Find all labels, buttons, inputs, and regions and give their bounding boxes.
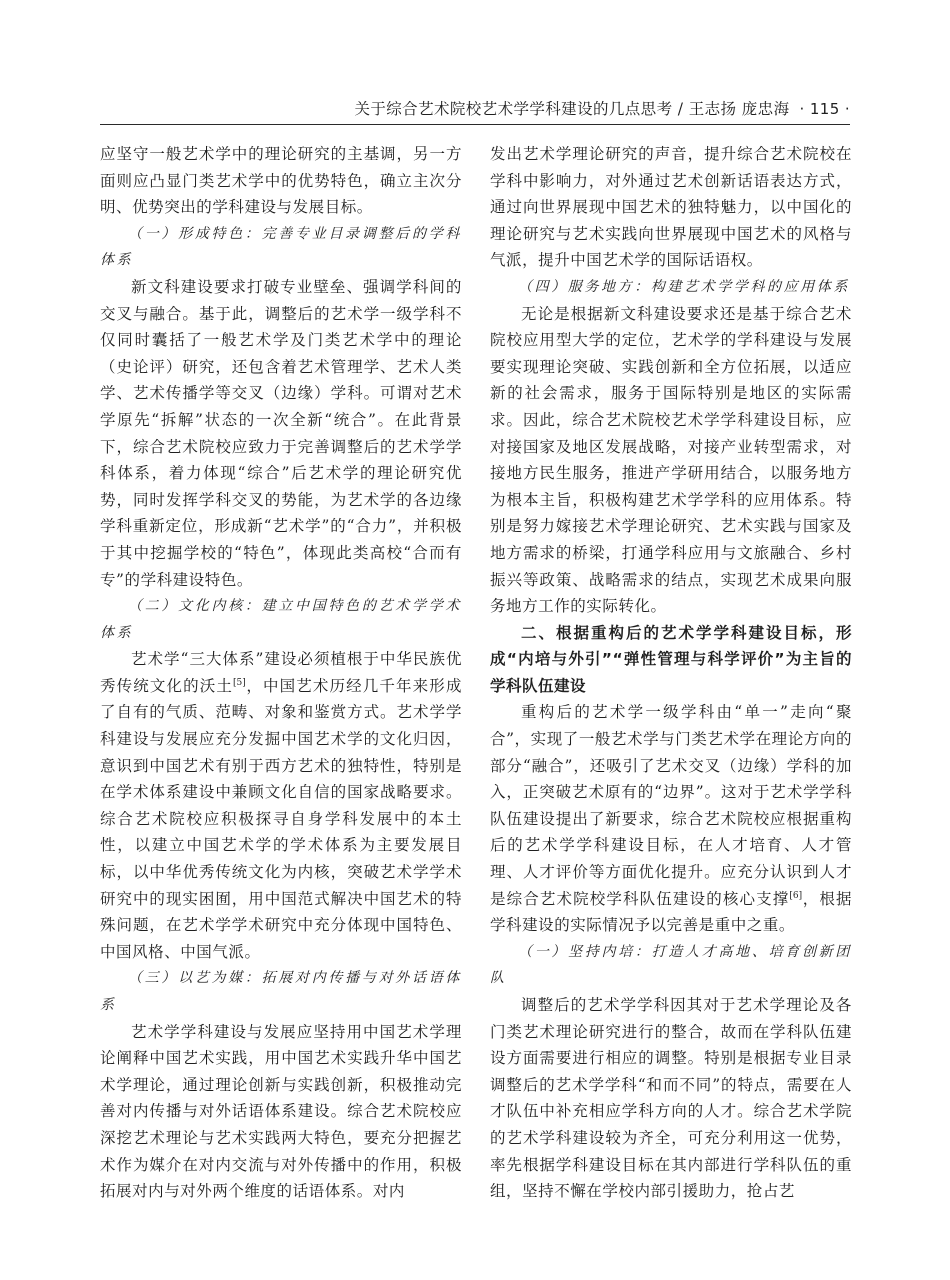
paragraph: 调整后的艺术学学科因其对于艺术学理论及各门类艺术理论研究进行的整合，故而在学科队伍建设方面需要进行相应的调整。特别是根据专业目录调整后的艺术学学科“和而不同”的特点，需要在人才队伍中补充相应学科方向的人才。综合艺术学院的艺术学科建设较为齐全，可充分利用这一优势，率先根据学科建设目标在其内部进行学科队伍的重组，坚持不懈在学校内部引援助力，抢占艺 (490, 996, 852, 1201)
subsection-heading: （二）文化内核：建立中国特色的艺术学学术体系 (100, 598, 462, 641)
paragraph: 新文科建设要求打破专业壁垒、强调学科间的交叉与融合。基于此，调整后的艺术学一级学科不仅同时囊括了一般艺术学及门类艺术学中的理论（史论评）研究，还包含着艺术管理学、艺术人类学、艺术传播学等交叉（边缘）学科。可谓对艺术学原先“拆解”状态的一次全新“统合”。在此背景下，综合艺术院校应致力于完善调整后的艺术学学科体系，着力体现“综合”后艺术学的理论研究优势，同时发挥学科交叉的势能，为艺术学的各边缘学科重新定位，形成新“艺术学”的“合力”，并积极于其中挖掘学校的“特色”，体现此类高校“合而有专”的学科建设特色。 (100, 277, 462, 589)
subsection-heading: （一）形成特色：完善专业目录调整后的学科体系 (100, 225, 462, 269)
citation-ref: [6] (789, 890, 803, 901)
running-title: 关于综合艺术院校艺术学学科建设的几点思考 / 王志扬 庞忠海 (354, 100, 790, 118)
subsection-heading: （一）坚持内培：打造人才高地、培育创新团队 (490, 943, 852, 987)
paragraph: 发出艺术学理论研究的声音，提升综合艺术院校在学科中影响力，对外通过艺术创新话语表达方式，通过向世界展现中国艺术的独特魅力，以中国化的理论研究与艺术实践向世界展现中国艺术的风格与气派，提升中国艺术学的国际话语权。 (490, 145, 852, 270)
page-number: · 115 · (799, 100, 850, 118)
paragraph-text: 艺术学“三大体系”建设必须植根于中华民族优秀传统文化的沃土 (100, 650, 462, 695)
subsection-heading: （四）服务地方：构建艺术学学科的应用体系 (518, 278, 850, 295)
paragraph-text: 重构后的艺术学一级学科由“单一”走向“聚合”，实现了一般艺术学与门类艺术学在理论方向的部分“融合”，还吸引了艺术交叉（边缘）学科的加入，正突破艺术原有的“边界”。这对于艺术学学科队伍建设提出了新要求，综合艺术院校应根据重构后的艺术学学科建设目标，在人才培育、人才管理、人才评价等方面优化提升。应充分认识到人才是综合艺术院校学科队伍建设的核心支撑 (490, 703, 852, 908)
paragraph (100, 646, 462, 965)
subsection-heading: （三）以艺为媒：拓展对内传播与对外话语体系 (100, 970, 462, 1013)
paragraph: 艺术学学科建设与发展应坚持用中国艺术学理论阐释中国艺术实践，用中国艺术实践升华中国艺术学理论，通过理论创新与实践创新，积极推动完善对内传播与对外话语体系建设。综合艺术院校应深挖艺术理论与艺术实践两大特色，要充分把握艺术作为媒介在对内交流与对外传播中的作用，积极拓展对内与对外两个维度的话语体系。对内 (100, 1022, 462, 1201)
paragraph-text: ，根据学科建设的实际情况予以完善是重中之重。 (490, 889, 853, 935)
paragraph-text: ，中国艺术历经几千年来形成了自有的气质、范畴、对象和鉴赏方式。艺术学学科建设与发展应充分发掘中国艺术学的文化归因，意识到中国艺术有别于西方艺术的独特性，特别是在学术体系建设中兼顾文化自信的国家战略要求。综合艺术院校应积极探寻自身学科发展中的本土性，以建立中国艺术学的学术体系为主要发展目标，以中华优秀传统文化为内核，突破艺术学学术研究中的现实困囿，用中国范式解决中国艺术的特殊问题，在艺术学学术研究中充分体现中国特色、中国风格、中国气派。 (100, 676, 462, 961)
left-column (100, 141, 462, 1205)
right-column (490, 141, 852, 1205)
paragraph: 应坚守一般艺术学中的理论研究的主基调，另一方面则应凸显门类艺术学中的优势特色，确立主次分明、优势突出的学科建设与发展目标。 (100, 145, 462, 217)
paragraph (490, 699, 852, 938)
section-heading: 二、根据重构后的艺术学学科建设目标，形成“内培与外引”“弹性管理与科学评价”为主旨的学科队伍建设 (490, 623, 852, 695)
running-header (100, 96, 850, 125)
citation-ref: [5] (233, 677, 246, 688)
paragraph: 无论是根据新文科建设要求还是基于综合艺术院校应用型大学的定位，艺术学的学科建设与发展要实现理论突破、实践创新和全方位拓展，以适应新的社会需求，服务于国际特别是地区的实际需求。因此，综合艺术院校艺术学学科建设目标，应对接国家及地区发展战略，对接产业转型需求，对接地方民生服务，推进产学研用结合，以服务地方为根本主旨，积极构建艺术学学科的应用体系。特别是努力嫁接艺术学理论研究、艺术实践与国家及地方需求的桥梁，打通学科应用与文旅融合、乡村振兴等政策、战略需求的结点，实现艺术成果向服务地方工作的实际转化。 (490, 304, 852, 616)
